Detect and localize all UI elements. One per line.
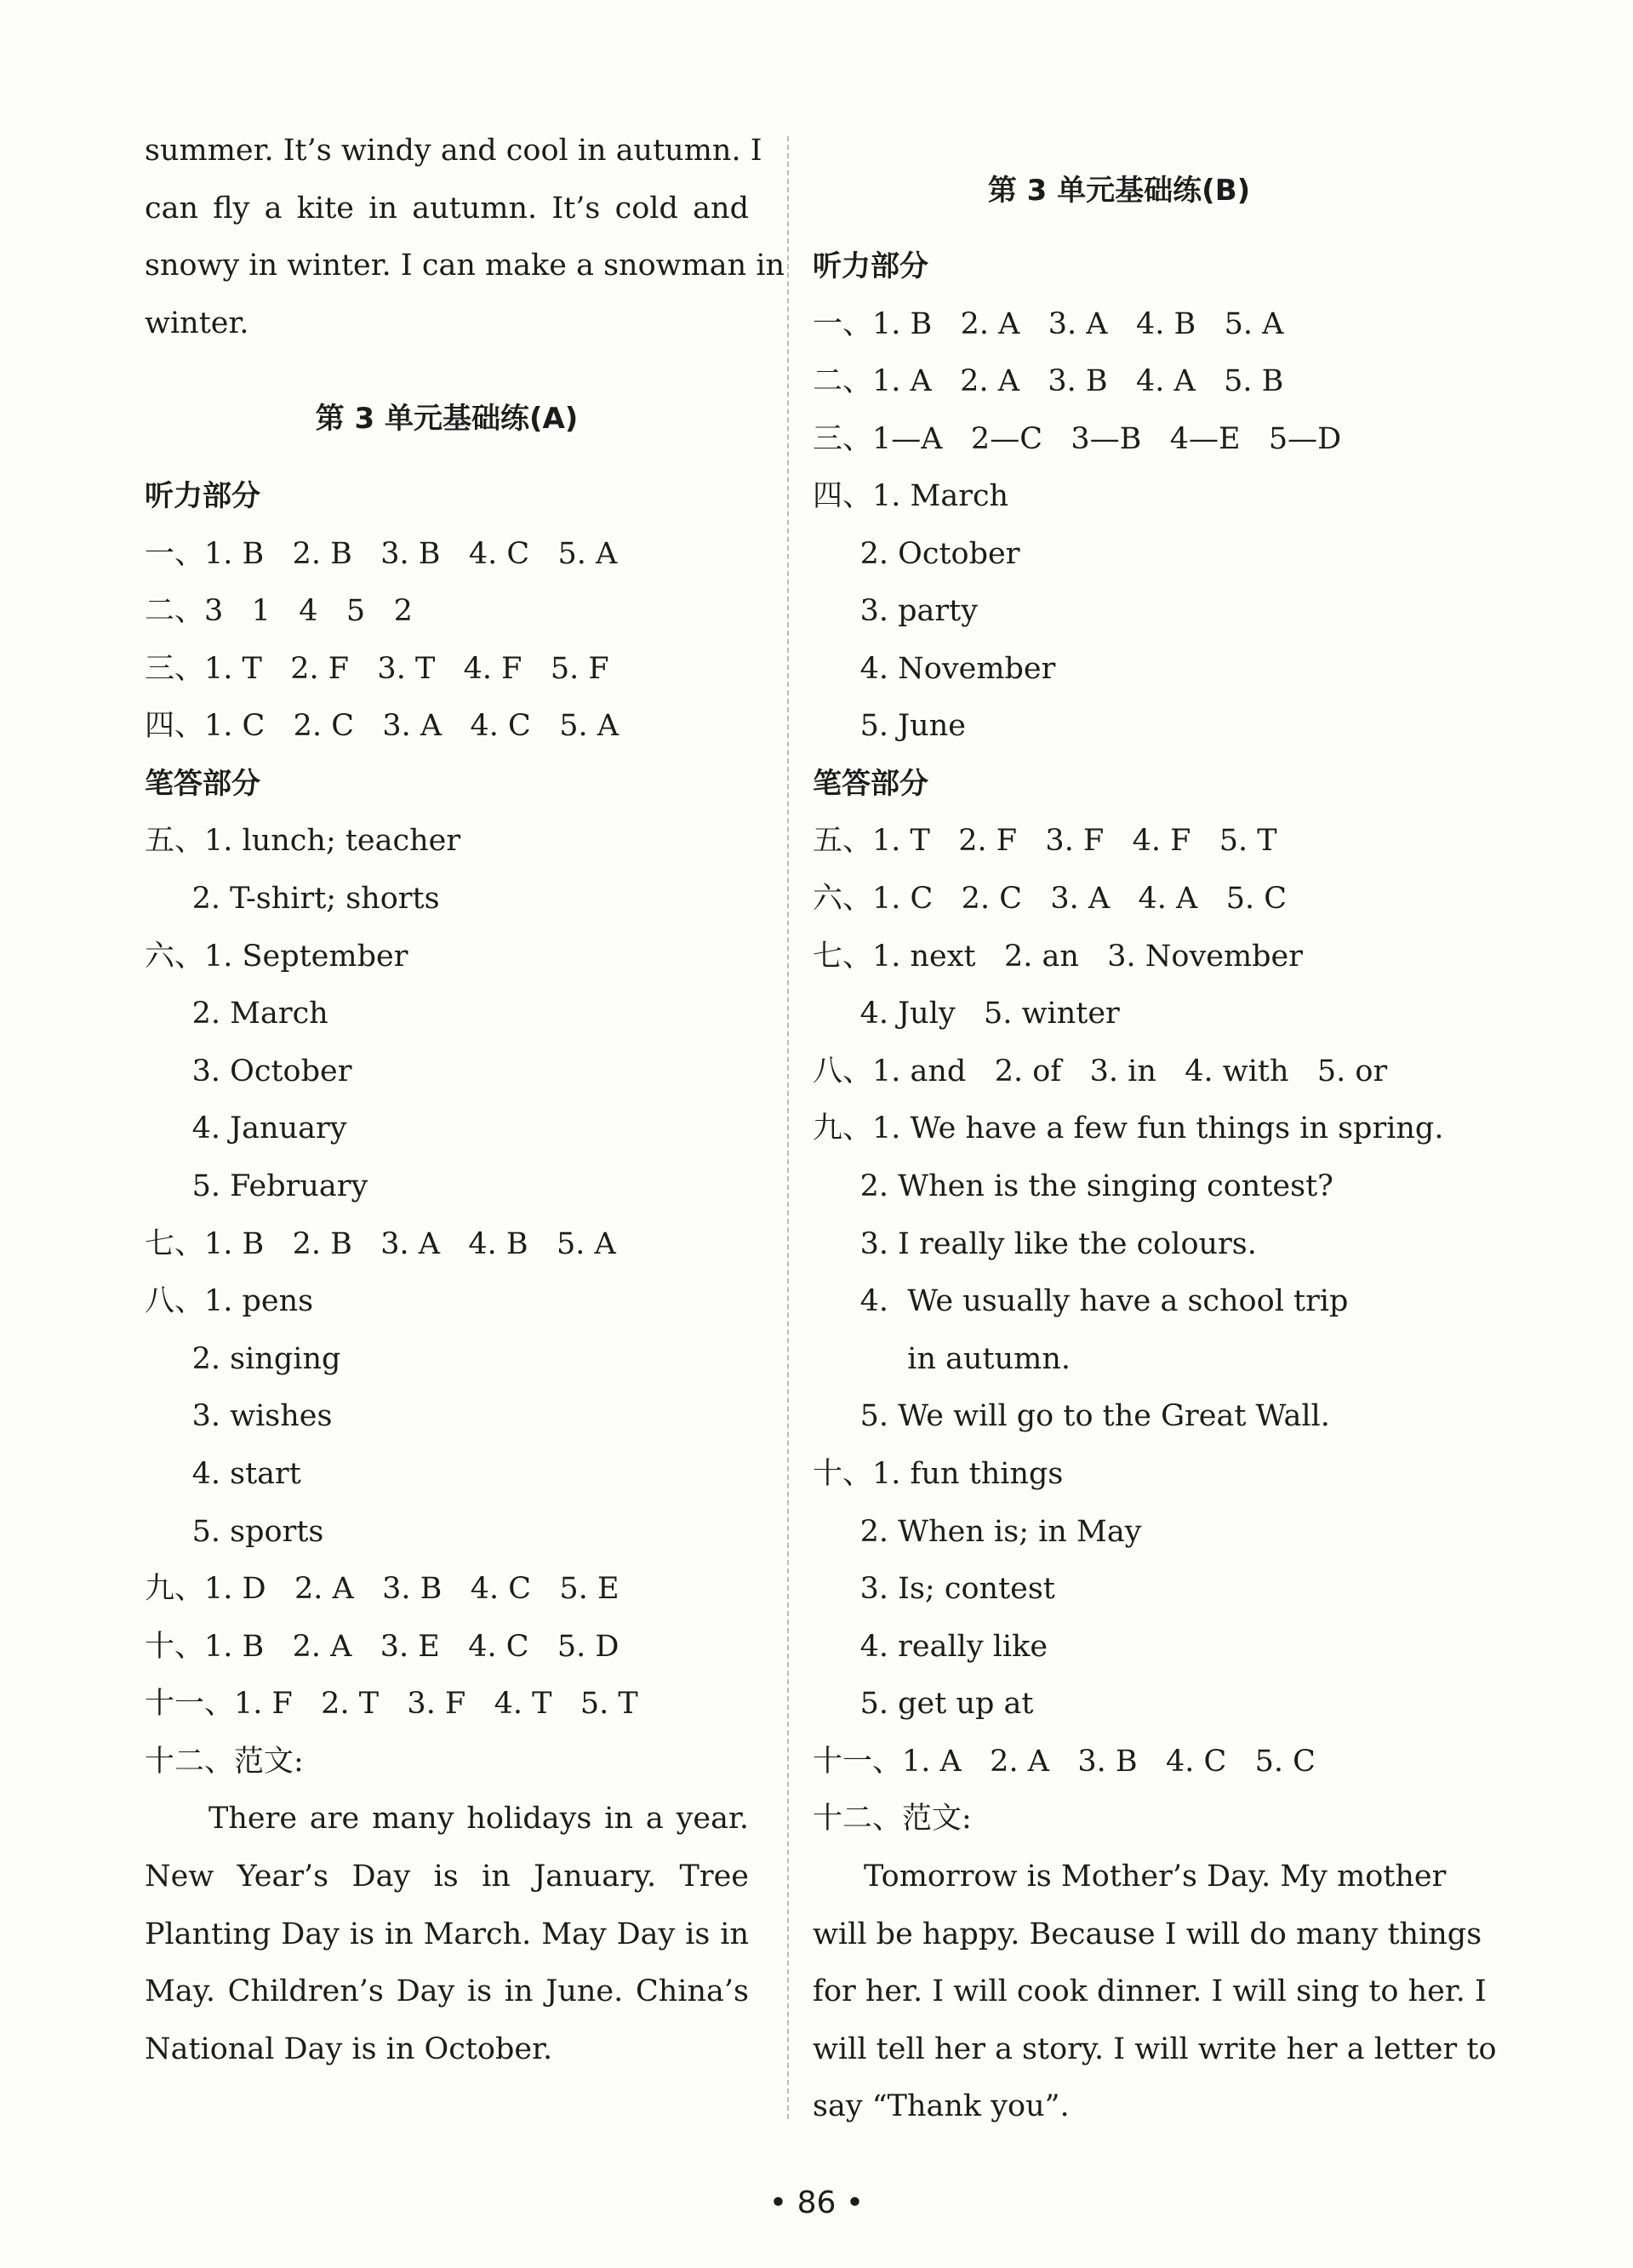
answer-line: 5. We will go to the Great Wall. xyxy=(813,1399,1330,1433)
answer-line: 五、1. lunch; teacher xyxy=(145,824,461,858)
answer-line: 六、1. C 2. C 3. A 4. A 5. C xyxy=(813,882,1287,916)
answer-line: 十、1. B 2. A 3. E 4. C 5. D xyxy=(145,1630,620,1664)
answer-line: 八、1. pens xyxy=(145,1284,314,1318)
intro-line: can fly a kite in autumn. It’s cold and xyxy=(145,191,749,226)
essay-line: New Year’s Day is in January. Tree xyxy=(145,1860,749,1894)
page-number: • 86 • xyxy=(768,2185,865,2220)
answer-line: 5. sports xyxy=(145,1515,324,1549)
answer-line: 2. singing xyxy=(145,1342,341,1376)
essay-line: Planting Day is in March. May Day is in xyxy=(145,1917,749,1951)
answer-line: 二、3 1 4 5 2 xyxy=(145,594,413,628)
essay-line: National Day is in October. xyxy=(145,2032,553,2066)
essay-line: There are many holidays in a year. xyxy=(208,1802,749,1836)
answer-line: 2. T-shirt; shorts xyxy=(145,882,440,916)
answer-line: 5. get up at xyxy=(813,1687,1034,1721)
essay-line: May. Children’s Day is in June. China’s xyxy=(145,1974,749,2008)
answer-line: 3. Is; contest xyxy=(813,1572,1055,1606)
written-heading: 笔答部分 xyxy=(813,767,928,801)
answer-line: 十一、1. A 2. A 3. B 4. C 5. C xyxy=(813,1745,1316,1779)
intro-line: winter. xyxy=(145,306,249,340)
answer-line: 一、1. B 2. A 3. A 4. B 5. A xyxy=(813,307,1284,341)
answer-line: 四、1. March xyxy=(813,479,1009,513)
answer-line: 八、1. and 2. of 3. in 4. with 5. or xyxy=(813,1054,1388,1088)
answer-line: in autumn. xyxy=(813,1342,1071,1376)
answer-line: 4. We usually have a school trip xyxy=(813,1284,1349,1318)
answer-line: 三、1. T 2. F 3. T 4. F 5. F xyxy=(145,652,609,686)
answer-line: 一、1. B 2. B 3. B 4. C 5. A xyxy=(145,537,618,571)
answer-line: 5. June xyxy=(813,709,966,743)
answer-line: 4. really like xyxy=(813,1630,1048,1664)
column-divider xyxy=(787,136,789,2119)
section-title-a: 第 3 单元基础练(A) xyxy=(315,402,579,436)
listening-heading: 听力部分 xyxy=(145,479,260,513)
answer-line: 4. start xyxy=(145,1457,301,1491)
essay-line: will tell her a story. I will write her a letter to xyxy=(813,2032,1497,2066)
answer-line: 十、1. fun things xyxy=(813,1457,1064,1491)
answer-line: 2. When is; in May xyxy=(813,1515,1142,1549)
answer-line: 4. November xyxy=(813,652,1056,686)
answer-line: 七、1. B 2. B 3. A 4. B 5. A xyxy=(145,1227,616,1261)
answer-line: 七、1. next 2. an 3. November xyxy=(813,940,1303,974)
answer-line: 3. party xyxy=(813,594,978,628)
answer-line: 4. July 5. winter xyxy=(813,997,1120,1031)
answer-line: 2. When is the singing contest? xyxy=(813,1169,1333,1203)
answer-line: 5. February xyxy=(145,1169,368,1203)
section-title-b: 第 3 单元基础练(B) xyxy=(987,174,1251,208)
essay-line: say “Thank you”. xyxy=(813,2089,1070,2123)
written-heading: 笔答部分 xyxy=(145,767,260,801)
answer-line: 十一、1. F 2. T 3. F 4. T 5. T xyxy=(145,1687,638,1721)
answer-line: 二、1. A 2. A 3. B 4. A 5. B xyxy=(813,364,1284,398)
answer-line: 4. January xyxy=(145,1111,347,1145)
intro-line: summer. It’s windy and cool in autumn. I xyxy=(145,134,762,168)
answer-line: 三、1—A 2—C 3—B 4—E 5—D xyxy=(813,422,1342,456)
intro-line: snowy in winter. I can make a snowman in xyxy=(145,249,785,283)
answer-line: 3. wishes xyxy=(145,1399,333,1433)
answer-line: 九、1. We have a few fun things in spring. xyxy=(813,1111,1444,1145)
answer-line: 九、1. D 2. A 3. B 4. C 5. E xyxy=(145,1572,620,1606)
answer-line: 2. October xyxy=(813,537,1020,571)
answer-line: 十二、范文: xyxy=(813,1802,972,1836)
essay-line: will be happy. Because I will do many things xyxy=(813,1917,1482,1951)
answer-line: 十二、范文: xyxy=(145,1745,304,1779)
answer-line: 3. October xyxy=(145,1054,352,1088)
essay-line: for her. I will cook dinner. I will sing to her. I xyxy=(813,1974,1487,2008)
answer-line: 五、1. T 2. F 3. F 4. F 5. T xyxy=(813,824,1277,858)
listening-heading: 听力部分 xyxy=(813,249,928,283)
answer-line: 四、1. C 2. C 3. A 4. C 5. A xyxy=(145,709,619,743)
answer-line: 2. March xyxy=(145,997,328,1031)
answer-line: 六、1. September xyxy=(145,940,408,974)
essay-line: Tomorrow is Mother’s Day. My mother xyxy=(864,1860,1447,1894)
answer-line: 3. I really like the colours. xyxy=(813,1227,1257,1261)
